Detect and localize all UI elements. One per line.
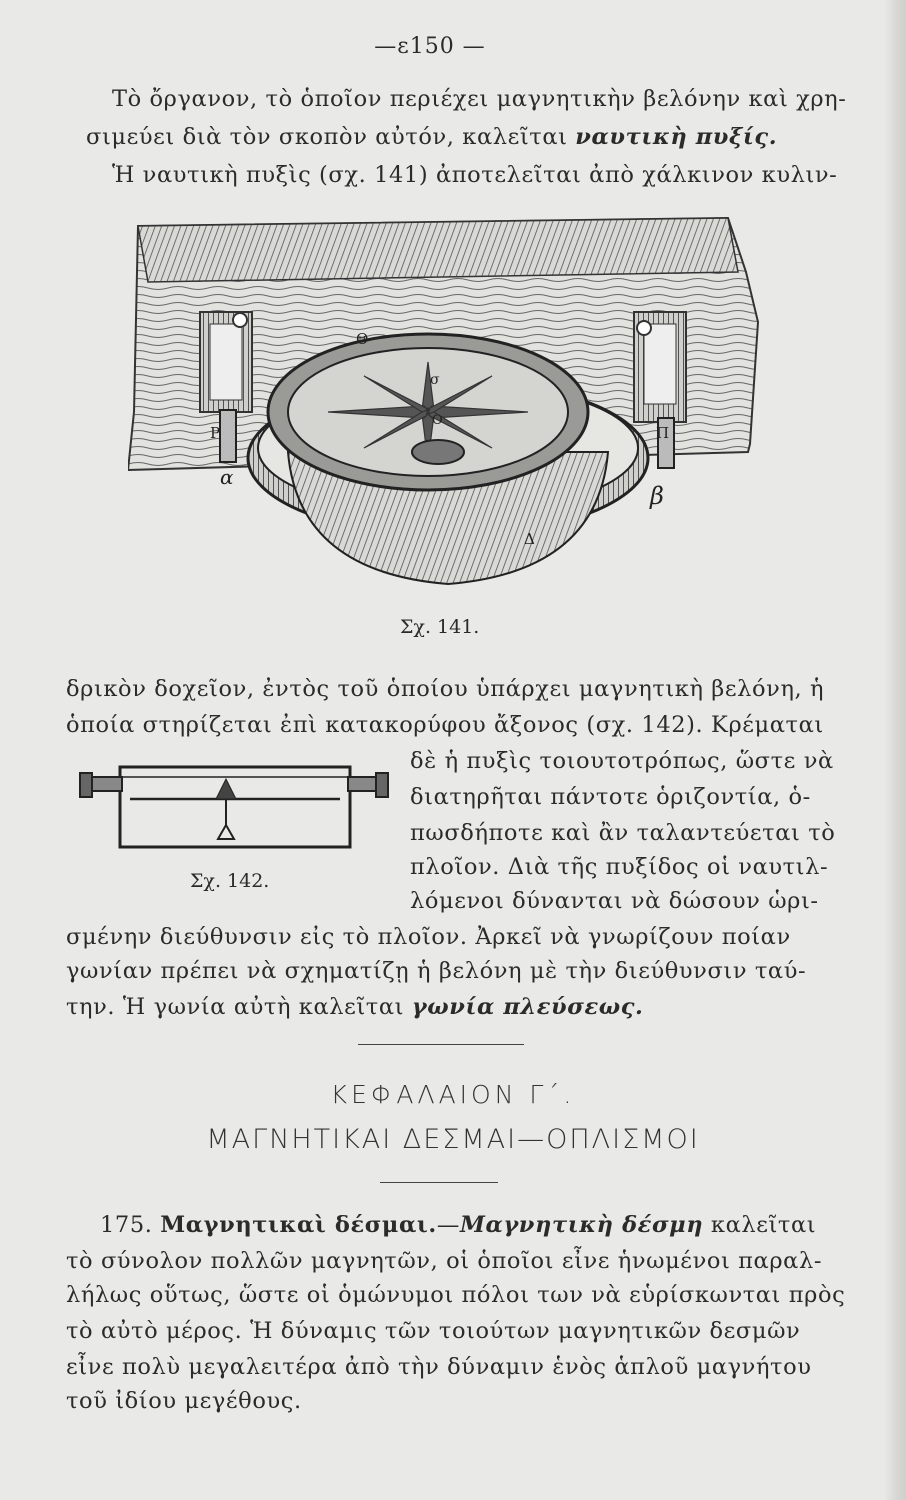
- term-nautical-compass: ναυτικὴ πυξίς.: [575, 124, 778, 150]
- section-number: 175.: [100, 1212, 153, 1238]
- text-line: γωνίαν πρέπει νὰ σχηματίζῃ ἡ βελόνη μὲ τὴν διεύθυνσιν ταύ-: [66, 958, 807, 984]
- text-line: δρικὸν δοχεῖον, ἐντὸς τοῦ ὁποίου ὑπάρχει μαγνητικὴ βελόνη, ἡ: [66, 676, 825, 702]
- text-line: πλοῖον. Διὰ τῆς πυξίδος οἱ ναυτιλ-: [410, 854, 829, 880]
- figure-142-gimbal-diagram: [70, 755, 390, 865]
- text-line: Ἡ ναυτικὴ πυξὶς (σχ. 141) ἀποτελεῖται ἀπὸ χάλκινον κυλιν-: [112, 162, 838, 188]
- label-p-right: Π: [656, 424, 670, 442]
- text-run: καλεῖται: [703, 1212, 817, 1238]
- page-spine-shadow: [884, 0, 906, 1500]
- section-175-heading-line: [100, 1212, 816, 1238]
- text-line: τὸ σύνολον πολλῶν μαγνητῶν, οἱ ὁποῖοι εἶνε ἡνωμένοι παραλ-: [66, 1248, 823, 1274]
- text-line: [86, 124, 777, 150]
- text-line: [66, 994, 643, 1020]
- label-o: Ο: [432, 413, 443, 428]
- term-sailing-angle: γωνία πλεύσεως.: [411, 994, 644, 1020]
- chapter-title: ΜΑΓΝΗΤΙΚΑΙ ΔΕΣΜΑΙ—ΟΠΛΙΣΜΟΙ: [206, 1124, 700, 1155]
- text-line: τοῦ ἰδίου μεγέθους.: [66, 1388, 302, 1414]
- chapter-divider: [380, 1182, 498, 1183]
- text-line: διατηρῆται πάντοτε ὁριζοντία, ὁ-: [410, 784, 811, 810]
- label-theta: Θ: [356, 330, 369, 348]
- figure-141-caption: Σχ. 141.: [400, 616, 480, 638]
- text-line: Τὸ ὄργανον, τὸ ὁποῖον περιέχει μαγνητικὴν βελόνην καὶ χρη-: [112, 86, 847, 112]
- label-sigma: σ: [430, 372, 440, 388]
- text-line: λόμενοι δύνανται νὰ δώσουν ὡρι-: [410, 888, 819, 914]
- text-run: την. Ἡ γωνία αὐτὴ καλεῖται: [66, 994, 412, 1020]
- text-line: δὲ ἡ πυξὶς τοιουτοτρόπως, ὥστε νὰ: [410, 748, 834, 774]
- text-line: λήλως οὕτως, ὥστε οἱ ὁμώνυμοι πόλοι των νὰ εὑρίσκωνται πρὸς: [66, 1282, 846, 1308]
- section-divider: [358, 1044, 524, 1045]
- text-line: εἶνε πολὺ μεγαλειτέρα ἀπὸ τὴν δύναμιν ἑνὸς ἁπλοῦ μαγνήτου: [66, 1354, 812, 1380]
- text-run: σιμεύει διὰ τὸν σκοπὸν αὐτόν, καλεῖται: [86, 124, 576, 150]
- text-line: ὁποία στηρίζεται ἐπὶ κατακορύφου ἄξονος (σχ. 142). Κρέμαται: [66, 712, 824, 738]
- label-b: β: [650, 482, 664, 510]
- figure-141-compass-illustration: [128, 212, 768, 612]
- section-dash: —: [436, 1212, 460, 1238]
- section-title: Μαγνητικαὶ δέσμαι.: [160, 1212, 437, 1238]
- chapter-label: ΚΕΦΑΛΑΙΟΝ Γ΄.: [330, 1080, 576, 1109]
- text-line: πωσδήποτε καὶ ἂν ταλαντεύεται τὸ: [410, 820, 836, 846]
- text-line: τὸ αὐτὸ μέρος. Ἡ δύναμις τῶν τοιούτων μαγνητικῶν δεσμῶν: [66, 1318, 801, 1344]
- figure-142-caption: Σχ. 142.: [190, 870, 270, 892]
- label-a: α: [220, 465, 234, 489]
- label-p-left: Ρ: [210, 424, 221, 442]
- page-number: —ε150 —: [374, 34, 486, 59]
- term-magnetic-bundle: Μαγνητικὴ δέσμη: [459, 1212, 704, 1238]
- label-delta: Δ: [524, 530, 535, 548]
- text-line: σμένην διεύθυνσιν εἰς τὸ πλοῖον. Ἀρκεῖ νὰ γνωρίζουν ποίαν: [66, 924, 791, 950]
